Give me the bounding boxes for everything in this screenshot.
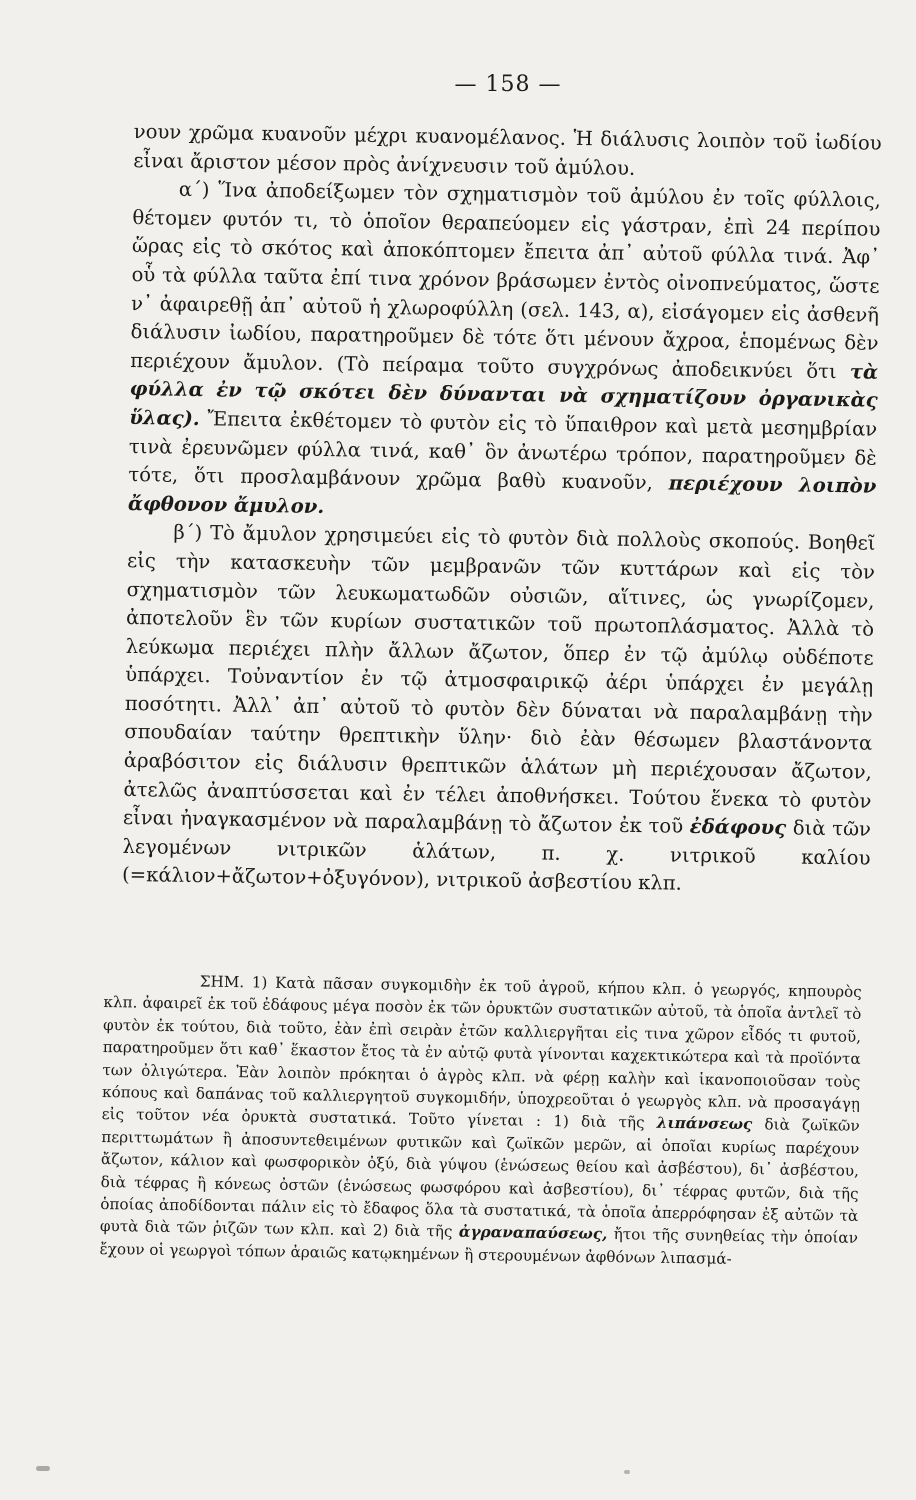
paragraph-alpha-continued: Ἔπειτα ἐκθέτομεν τὸ φυτὸν εἰς τὸ ὕπαιθρον καὶ μετὰ μεσημβρίαν τινὰ ἐρευνῶμεν φύλλα τινά, καθ᾿ ὃν ἀνωτέρω τρόπον, παρατηροῦμεν δὲ τότε, ὅτι προσλαμβάνουν χρῶμα βαθὺ κυανοῦν, [128,407,878,495]
paragraph-beta-text: β΄) Τὸ ἄμυλον χρησιμεύει εἰς τὸ φυτὸν διὰ πολλοὺς σκοπούς. Βοηθεῖ εἰς τὴν κατασκευὴν τῶν μεμβρανῶν τῶν κυττάρων καὶ εἰς τὸν σχηματισμὸν τῶν λευκωματωδῶν οὐσιῶν, αἵτινες, ὡς γνωρίζομεν, ἀποτελοῦν ἓν τῶν κυρίων συστατικῶν τοῦ πρωτοπλάσματος. Ἀλλὰ τὸ λεύκωμα περιέχει πλὴν ἄλλων ἄζωτον, ὅπερ ἐν τῷ ἀμύλῳ οὐδέποτε ὑπάρχει. Τοὐναντίον ἐν τῷ ἀτμοσφαιρικῷ ἀέρι ὑπάρχει ἐν μεγάλῃ ποσότητι. Ἀλλ᾿ ἀπ᾿ αὐτοῦ τὸ φυτὸν δὲν δύναται νὰ παραλαμβάνῃ τὴν σπουδαίαν ταύτην θρεπτικὴν ὕλην· διὸ ἐὰν θέσωμεν βλαστάνοντα ἀραβόσιτον εἰς διάλυσιν θρεπτικῶν ἁλάτων μὴ περιέχουσαν ἄζωτον, ἀτελῶς ἀναπτύσσεται καὶ ἐν τέλει ἀποθνήσκει. Τούτου ἕνεκα τὸ φυτὸν εἶναι ἠναγκασμένον νὰ παραλαμβάνῃ τὸ ἄζωτον ἐκ τοῦ [122,520,876,838]
footnote-text: ΣΗΜ. 1) Κατὰ πᾶσαν συγκομιδὴν ἐκ τοῦ ἀγροῦ, κήπου κλπ. ὁ γεωργός, κηπουρὸς κλπ. ἀφαιρεῖ ἐκ τοῦ ἐδάφους μέγα ποσὸν ἐκ τῶν ὀρυκτῶν συστατικῶν αὐτοῦ, τὰ ὁποῖα ἀντλεῖ τὸ φυτὸν ἐκ τούτου, διὰ τοῦτο, ἐὰν ἐπὶ σειρὰν ἐτῶν καλλιεργῆται εἰς τινα χῶρον εἶδός τι φυτοῦ, παρατηροῦμεν ὅτι καθ᾿ ἕκαστον ἔτος τὰ ἐν αὐτῷ φυτὰ γίνονται καχεκτικώτερα καὶ τὰ προϊόντα των ὀλιγώτερα. Ἐὰν λοιπὸν πρόκηται ὁ ἀγρὸς κλπ. νὰ φέρῃ καλὴν καὶ ἱκανοποιοῦσαν τοὺς κόπους καὶ δαπάνας τοῦ καλλιεργητοῦ συγκομιδήν, ὑποχρεοῦται ὁ γεωργὸς κλπ. νὰ προσαγάγῃ εἰς τοῦτον νέα ὀρυκτὰ συστατικά. Τοῦτο γίνεται : 1) διὰ τῆς [101,972,862,1132]
emphasis-fertilization: λιπάνσεως [656,1114,753,1134]
emphasis-abundant-starch: περιέχουν λοιπὸν ἄφθονον ἄμυλον. [127,471,877,518]
paragraph-beta-continued: διὰ τῶν λεγομένων νιτρικῶν ἁλάτων, π. χ. νιτρικοῦ καλίου (=κάλιον+ἄζωτον+ὀξυγόνον), νιτρικοῦ ἀσβεστίου κλπ. [121,816,872,896]
paragraph-alpha-text: α΄) Ἵνα ἀποδείξωμεν τὸν σχηματισμὸν τοῦ ἀμύλου ἐν τοῖς φύλλοις, θέτομεν φυτόν τι, τὸ ὁποῖον θεραπεύομεν εἰς γάστραν, ἐπὶ 24 περίπου ὥρας εἰς τὸ σκότος καὶ ἀποκόπτομεν ἔπειτα ἀπ᾿ αὐτοῦ φύλλα τινά. Ἀφ᾿ οὗ τὰ φύλλα ταῦτα ἐπί τινα χρόνον βράσωμεν ἐντὸς οἰνοπνεύματος, ὥστε ν᾿ ἀφαιρεθῇ ἀπ᾿ αὐτοῦ ἡ χλωροφύλλη (σελ. 143, α), εἰσάγομεν εἰς ἀσθενῆ διάλυσιν ἰωδίου, παρατηροῦμεν δὲ τότε ὅτι μένουν ἄχροα, ἑπομένως δὲν περιέχουν ἄμυλον. (Τὸ πείραμα τοῦτο συγχρόνως ἀποδεικνύει ὅτι [130,177,881,383]
footnote-text-end: ἤτοι τῆς συνηθείας τὴν ὁποίαν ἔχουν οἱ γεωργοὶ τόπων ἀραιῶς κατῳκημένων ἢ στερουμένων ἀφθόνων λιπασμά- [99,1225,859,1268]
paragraph-beta [122,518,876,901]
footnote [99,969,861,1272]
page-number: — 158 — [454,72,562,97]
footnote-text-continued: διὰ ζωϊκῶν περιττωμάτων ἢ ἀποσυντεθειμένων φυτικῶν καὶ ζωϊκῶν μερῶν, αἱ ὁποῖαι κυρίως παρέχουν ἄζωτον, κάλιον καὶ φωσφορικὸν ὀξύ, διὰ γύψου (ἑνώσεως θείου καὶ ἀσβέστου), δι᾿ ἀσβέστου, διὰ τέφρας ἢ κόνεως ὀστῶν (ἑνώσεως φωσφόρου καὶ ἀσβεστίου), δι᾿ τέφρας φυτῶν, διὰ τῆς ὁποίας ἀποδίδονται πάλιν εἰς τὸ ἔδαφος ὅλα τὰ συστατικά, τὰ ὁποῖα ἀπερρόφησαν ἐξ αὐτῶν τὰ φυτὰ διὰ τῶν ῥιζῶν των κλπ. καὶ 2) διὰ τῆς [99,1115,860,1241]
emphasis-soil: ἐδάφους [689,815,787,840]
paragraph-continuation: νουν χρῶμα κυανοῦν μέχρι κυανομέλανος. Ἡ διάλυσις λοιπὸν τοῦ ἰωδίου εἶναι ἄριστον μέσον πρὸς ἀνίχνευσιν τοῦ ἀμύλου. [133,119,882,180]
emphasis-leaves-darkness: τὰ φύλλα ἐν τῷ σκότει δὲν δύνανται νὰ σχηματίζουν ὀργανικὰς ὕλας). [129,360,879,431]
paragraph-alpha [128,175,881,530]
main-text [122,118,882,902]
footnote-paragraph [99,969,861,1272]
paper-speck [624,1470,630,1474]
ink-smudge [36,1466,50,1471]
emphasis-fallow: ἀγραναπαύσεως, [458,1223,608,1244]
